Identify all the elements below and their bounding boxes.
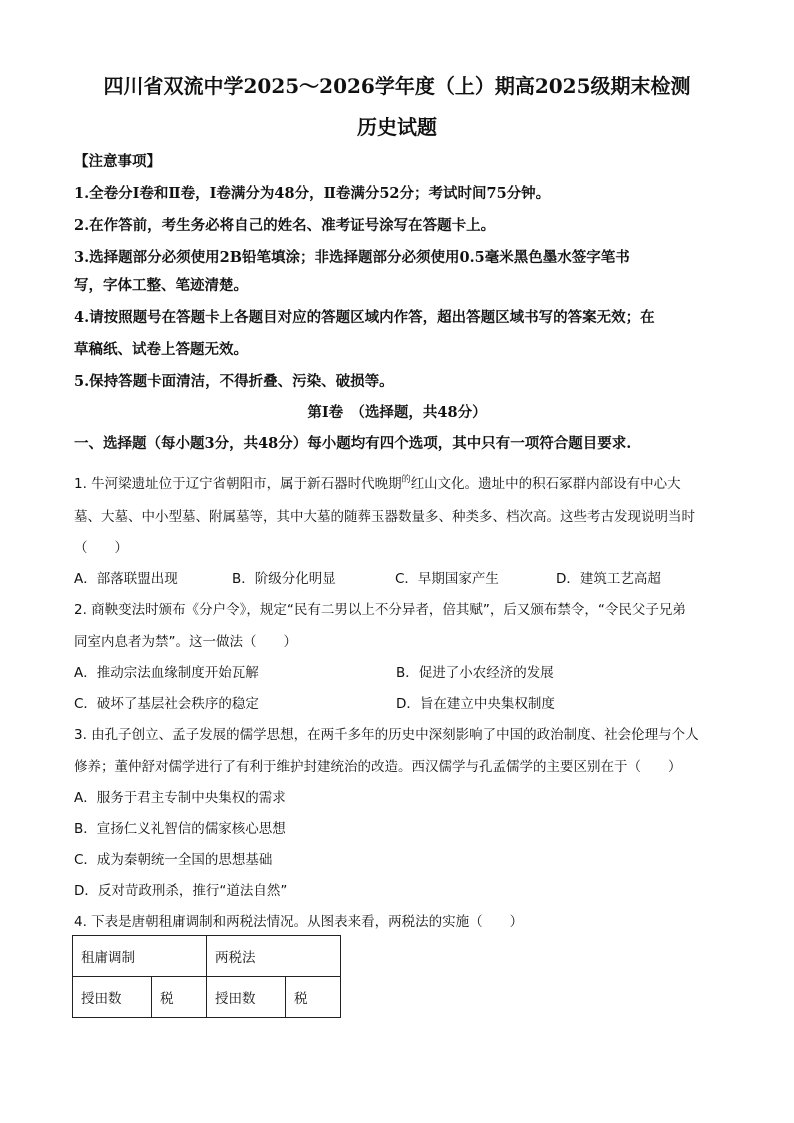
notice-item: 写，字体工整、笔迹清楚。: [74, 277, 248, 294]
volume-title: 第Ⅰ卷 （选择题，共48分）: [307, 404, 487, 421]
notice-heading: 【注意事项】: [74, 153, 161, 170]
question-2-option-d: D．旨在建立中央集权制度: [396, 696, 555, 712]
table-header-cell: 租庸调制: [73, 936, 207, 977]
question-1-option-a: A．部落联盟出现: [74, 571, 178, 587]
question-2-option-b: B．促进了小农经济的发展: [396, 665, 554, 681]
section-instruction: 一、选择题（每小题3分，共48分）每小题均有四个选项，其中只有一项符合题目要求.: [74, 435, 632, 452]
question-1-answer-blank: （ ）: [74, 540, 128, 556]
table-cell: 税: [286, 977, 341, 1018]
question-3-option-a: A．服务于君主专制中央集权的需求: [74, 790, 286, 806]
table-row: [73, 936, 341, 977]
table-row: [73, 977, 341, 1018]
notice-item: 草稿纸、试卷上答题无效。: [74, 341, 248, 358]
question-1-text-a: 1. 牛河梁遗址位于辽宁省朝阳市，属于新石器时代晚期: [74, 476, 402, 492]
exam-subject-title: 历史试题: [357, 115, 437, 139]
question-1-text-b: 红山文化。遗址中的积石冢群内部设有中心大: [410, 476, 681, 492]
question-2-option-c: C．破坏了基层社会秩序的稳定: [74, 696, 259, 712]
question-4-stem-line: 4. 下表是唐朝租庸调制和两税法情况。从图表来看，两税法的实施（ ）: [74, 914, 524, 930]
question-3-stem-line: 修养；董仲舒对儒学进行了有利于维护封建统治的改造。西汉儒学与孔孟儒学的主要区别在于（ ）: [74, 759, 682, 775]
notice-item: 5.保持答题卡面清洁，不得折叠、污染、破损等。: [74, 373, 394, 390]
table-header-cell: 两税法: [207, 936, 341, 977]
question-2-option-a: A．推动宗法血缘制度开始瓦解: [74, 665, 259, 681]
table-cell: 授田数: [207, 977, 286, 1018]
question-2-stem-line: 同室内息者为禁”。这一做法（ ）: [74, 634, 297, 650]
question-1-superscript-mark: 的: [401, 475, 411, 485]
question-2-stem-line: 2. 商鞅变法时颁布《分户令》，规定“民有二男以上不分异者，倍其赋”，后又颁布禁令，“令民父子兄弟: [74, 602, 686, 618]
question-3-option-b: B．宣扬仁义礼智信的儒家核心思想: [74, 821, 286, 837]
question-1-option-c: C．早期国家产生: [395, 571, 499, 587]
table-cell: 授田数: [73, 977, 152, 1018]
question-1-option-b: B．阶级分化明显: [232, 571, 336, 587]
question-1-stem-line: [74, 472, 681, 492]
question-1-option-d: D．建筑工艺高超: [556, 571, 661, 587]
notice-item: 2.在作答前，考生务必将自己的姓名、准考证号涂写在答题卡上。: [74, 217, 496, 234]
notice-item: 3.选择题部分必须使用2B铅笔填涂；非选择题部分必须使用0.5毫米黑色墨水签字笔书: [74, 249, 630, 266]
question-3-stem-line: 3. 由孔子创立、孟子发展的儒学思想，在两千多年的历史中深刻影响了中国的政治制度、社会伦理与个人: [74, 727, 699, 743]
question-3-option-c: C．成为秦朝统一全国的思想基础: [74, 852, 273, 868]
tax-system-table: [72, 935, 341, 1018]
notice-item: 4.请按照题号在答题卡上各题目对应的答题区域内作答，超出答题区域书写的答案无效；在: [74, 309, 655, 326]
notice-item: 1.全卷分Ⅰ卷和Ⅱ卷，Ⅰ卷满分为48分，Ⅱ卷满分52分；考试时间75分钟。: [74, 185, 551, 202]
question-3-option-d: D．反对苛政刑杀，推行“道法自然”: [74, 883, 288, 899]
exam-title: 四川省双流中学2025～2026学年度（上）期高2025级期末检测: [103, 74, 691, 98]
question-1-stem-line: 墓、大墓、中小型墓、附属墓等，其中大墓的随葬玉器数量多、种类多、档次高。这些考古发现说明当时: [74, 509, 695, 525]
table-cell: 税: [152, 977, 207, 1018]
